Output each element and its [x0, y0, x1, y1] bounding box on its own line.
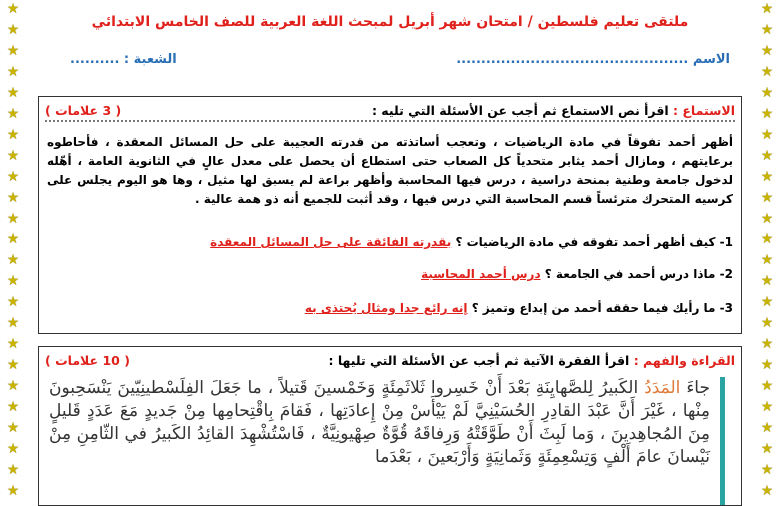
reading-title: القراءة والفهم : اقرأ الفقرة الآتية ثم أجب عن الأسئلة التي تليها : [328, 353, 735, 368]
question-1: 1- كيف أظهر أحمد تفوقه في مادة الرياضيات ؟ بقدرته الفائقة على حل المسائل المعقدة [210, 235, 733, 249]
exam-title: ملتقى تعليم فلسطين / امتحان شهر أبريل لمبحث اللغة العربية للصف الخامس الابتدائي [91, 14, 689, 30]
question-3: 3- ما رأيك فيما حققه أحمد من إبداع وتميز ؟ إنه رائع جدا ومثال يُحتذى به [304, 301, 733, 315]
listening-passage: أظهر أحمد تفوقاً في مادة الرياضيات ، وتعجب أساتذته من قدرته العجيبة على حل المسائل المعقدة ، فأحاطوه برعايتهم ، ومازال أحمد يثابر متحدياً كل الصعاب حتى استطاع أن يحصل على معدل عالٍ في الثانوية العامة ، أهّله لدخول جامعة وطنية بمنحة دراسية ، درس فيها المحاسبة وأظهر براعة لم يسبق لها مثيل ، وها هو اليوم يجلس على كرسيه المتحرك مترئساً قسم المحاسبة التي درس فيها ، وقد أثبت للجميع أنه ذو همة عالية . [47, 135, 733, 206]
star-border-right: ★ ★ ★ ★ ★ ★ ★ ★ ★ ★ ★ ★ ★ ★ ★ ★ ★ ★ ★ ★ ★ ★ ★ ★ [760, 1, 774, 499]
question-2: 2- ماذا درس أحمد في الجامعة ؟ درس أحمد المحاسبة [421, 267, 733, 281]
reading-instruction: اقرأ الفقرة الآتية ثم أجب عن الأسئلة التي تليها : [328, 353, 630, 368]
listening-instruction: اقرأ نص الاستماع ثم أجب عن الأسئلة التي تليه : [371, 103, 669, 118]
class-section-field[interactable] [70, 52, 177, 67]
name-label: الاسم [692, 52, 730, 67]
reading-section [38, 346, 742, 506]
name-dots: ............................................... [456, 52, 689, 67]
dotted-divider [45, 120, 735, 122]
answer-3: إنه رائع جدا ومثال يُحتذى به [304, 301, 468, 315]
reading-marks: ( 10 علامات ) [45, 353, 130, 368]
listening-title: الاستماع : اقرأ نص الاستماع ثم أجب عن الأسئلة التي تليه : [371, 103, 735, 118]
answer-2: درس أحمد المحاسبة [421, 267, 541, 281]
student-name-field[interactable] [456, 52, 730, 67]
section-label: الشعبة : [123, 52, 177, 67]
listening-section [38, 96, 742, 334]
exam-page [30, 0, 750, 500]
reading-passage: جاءَ المَدَدُ الكَبيرُ لِلصَّهايِنَةِ بَعْدَ أَنْ خَسِروا ثَلاثَمِئَةٍ وَخَمْسينَ قَتيلاً ، ما جَعَلَ الفِلَسْطينِيّينَ يَنْسَحِبونَ مِنْها ، غَيْرَ أَنَّ عَبْدَ القادِرِ الحُسَيْنِيَّ لَمْ يَيْأَسْ مِنْ إِعادَتِها ، فَقامَ بِاقْتِحامِها مِنْ جَديدٍ مَعَ عَدَدٍ قَليلٍ مِنَ المُجاهِدينَ ، وَما لَبِثَ أَنْ طَوَّقَتْهُ وَرِفاقَهُ قُوَّةٌ صِهْيونِيَّةٌ ، فَاسْتُشْهِدَ القائِدُ الكَبيرُ في الثّامِنِ مِنْ نَيْسانَ عامَ أَلْفٍ وَتِسْعِمِئَةٍ وَثَمانِيَةٍ وَأَرْبَعينَ ، بَعْدَما [49, 377, 725, 505]
highlighted-word: المَدَدُ [644, 378, 681, 398]
section-dots: .......... [70, 52, 120, 67]
listening-marks: ( 3 علامات ) [45, 103, 122, 118]
answer-1: بقدرته الفائقة على حل المسائل المعقدة [210, 235, 452, 249]
star-border-left: ★ ★ ★ ★ ★ ★ ★ ★ ★ ★ ★ ★ ★ ★ ★ ★ ★ ★ ★ ★ ★ ★ ★ ★ [6, 1, 20, 499]
